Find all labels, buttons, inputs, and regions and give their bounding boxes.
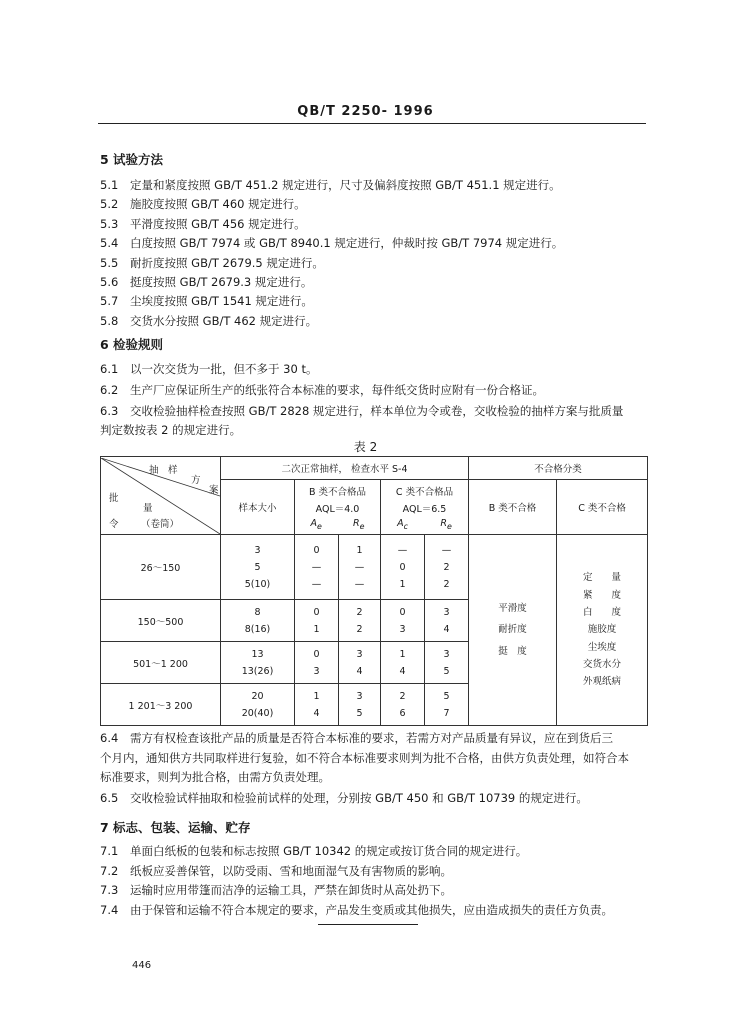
b-reject-number: 2 xyxy=(356,606,363,618)
clause-7-1: 7.1 单面白纸板的包装和标志按照 GB/T 10342 的规定或按订货合同的规定进行。 xyxy=(100,844,528,858)
c-class-item: 定 量 xyxy=(583,572,622,584)
lot-size: 501～1 200 xyxy=(133,658,188,670)
c-reject-number: 3 xyxy=(443,648,450,660)
clause-5-5: 5.5 耐折度按照 GB/T 2679.5 规定进行。 xyxy=(100,255,324,270)
clause-7-2: 7.2 纸板应妥善保管，以防受雨、雪和地面湿气及有害物质的影响。 xyxy=(100,863,452,878)
sample-size-cell xyxy=(221,535,295,600)
c-reject-cell xyxy=(425,535,469,600)
clause-7-4: 7.4 由于保管和运输不符合本规定的要求，产品发生变质或其他损失，应由造成损失的责任方负责。 xyxy=(100,902,613,917)
b-class-item: 挺 度 xyxy=(498,645,527,657)
b-reject-cell xyxy=(339,535,381,600)
b-reject-number: 4 xyxy=(356,665,363,677)
b-reject-label: $R_e$ xyxy=(352,517,365,531)
sample-size: 20(40) xyxy=(241,707,274,719)
sample-size: 8(16) xyxy=(244,623,271,635)
diag-label-left-1: 批 xyxy=(109,492,119,504)
col-b-header: B 类不合格品 AQL＝4.0 $A_e$ $R_e$ xyxy=(295,480,381,535)
section-7-title: 7 标志、包装、运输、贮存 xyxy=(100,820,251,835)
sample-size: 3 xyxy=(254,544,261,556)
diagonal-header-cell xyxy=(101,457,221,535)
sample-size: 13 xyxy=(251,648,264,660)
b-accept-label: $A_e$ xyxy=(310,517,322,531)
c-class-item: 白 度 xyxy=(583,606,622,618)
c-reject-number: 2 xyxy=(443,578,450,590)
c-class-item: 交货水分 xyxy=(583,659,622,671)
clause-5-2: 5.2 施胶度按照 GB/T 460 规定进行。 xyxy=(100,197,306,212)
b-accept-number: 4 xyxy=(313,707,320,719)
c-accept-number: 0 xyxy=(399,561,406,573)
c-accept-number: 4 xyxy=(399,665,406,677)
sample-size: 5(10) xyxy=(244,578,271,590)
col-sample-size: 样本大小 xyxy=(221,480,295,535)
clause-6-5: 6.5 交收检验试样抽取和检验前试样的处理，分别按 GB/T 450 和 GB/T 10739 的规定进行。 xyxy=(100,791,588,805)
c-reject-number: 7 xyxy=(443,707,450,719)
sample-size: 20 xyxy=(251,690,264,702)
clause-5-8: 5.8 交货水分按照 GB/T 462 规定进行。 xyxy=(100,313,318,328)
page-number: 446 xyxy=(132,960,152,971)
b-reject-number: 3 xyxy=(356,648,363,660)
c-accept-label: $A_c$ xyxy=(397,517,409,531)
c-class-items-cell xyxy=(557,535,648,726)
section-5-title: 5 试验方法 xyxy=(100,152,164,167)
c-accept-cell xyxy=(381,535,425,600)
clause-7-3: 7.3 运输时应用带篷而洁净的运输工具，严禁在卸货时从高处扔下。 xyxy=(100,883,452,898)
clause-6-1: 6.1 以一次交货为一批，但不多于 30 t。 xyxy=(100,362,318,376)
clause-5-1: 5.1 定量和紧度按照 GB/T 451.2 规定进行，尺寸及偏斜度按照 GB/T 451.1 规定进行。 xyxy=(100,178,561,192)
c-accept-number: 3 xyxy=(399,623,406,635)
c-class-item: 施胶度 xyxy=(587,624,617,636)
clause-6-2: 6.2 生产厂应保证所生产的纸张符合本标准的要求，每件纸交货时应附有一份合格证。 xyxy=(100,383,544,397)
c-accept-number: 2 xyxy=(399,690,406,702)
table-row xyxy=(101,535,648,600)
col-c-class: C 类不合格 xyxy=(557,480,648,535)
c-reject-number: — xyxy=(441,544,452,556)
sampling-table xyxy=(100,456,648,726)
c-accept-cell xyxy=(381,642,425,684)
c-reject-number: 5 xyxy=(443,690,450,702)
section-6-title: 6 检验规则 xyxy=(100,337,164,352)
b-accept-cell xyxy=(295,684,339,726)
c-reject-number: 3 xyxy=(443,606,450,618)
c-accept-number: 1 xyxy=(399,578,406,590)
c-reject-label: $R_e$ xyxy=(440,517,452,531)
clause-6-4-cont-2: 标准要求，则判为批合格，由需方负责处理。 xyxy=(100,770,330,784)
b-accept-number: 0 xyxy=(313,606,320,618)
table-caption: 表 2 xyxy=(353,440,378,454)
clause-6-3-cont: 判定数按表 2 的规定进行。 xyxy=(100,423,242,437)
b-reject-number: — xyxy=(354,578,365,590)
col-c-header: C 类不合格品 AQL＝6.5 $A_c$ $R_e$ xyxy=(381,480,469,535)
b-class-item: 平滑度 xyxy=(498,602,527,614)
b-accept-number: — xyxy=(311,561,322,573)
b-accept-number: 1 xyxy=(313,623,320,635)
b-accept-cell xyxy=(295,600,339,642)
c-accept-number: 6 xyxy=(399,707,406,719)
c-accept-number: 1 xyxy=(399,648,406,660)
b-accept-number: 0 xyxy=(313,544,320,556)
clause-5-4: 5.4 白度按照 GB/T 7974 或 GB/T 8940.1 规定进行，仲裁时按 GB/T 7974 规定进行。 xyxy=(100,236,564,251)
sample-size: 5 xyxy=(254,561,261,573)
b-accept-cell xyxy=(295,642,339,684)
end-rule xyxy=(318,924,418,925)
clause-6-4: 6.4 需方有权检查该批产品的质量是否符合本标准的要求，若需方对产品质量有异议，应在到货后三 xyxy=(100,731,613,745)
c-reject-number: 2 xyxy=(443,561,450,573)
b-reject-number: 1 xyxy=(356,544,363,556)
clause-5-6: 5.6 挺度按照 GB/T 2679.3 规定进行。 xyxy=(100,275,313,289)
sample-size-cell xyxy=(221,684,295,726)
sample-size: 8 xyxy=(254,606,261,618)
b-accept-cell xyxy=(295,535,339,600)
clause-6-4-cont-1: 个月内，通知供方共同取样进行复验，如不符合本标准要求则判为批不合格，由供方负责处理，如符合本 xyxy=(100,751,629,765)
b-reject-number: — xyxy=(354,561,365,573)
c-reject-number: 5 xyxy=(443,665,450,677)
lot-size: 1 201～3 200 xyxy=(128,700,193,712)
sample-size: 13(26) xyxy=(241,665,274,677)
lot-size-cell xyxy=(101,600,221,642)
clause-5-3: 5.3 平滑度按照 GB/T 456 规定进行。 xyxy=(100,216,306,231)
b-reject-number: 2 xyxy=(356,623,363,635)
b-accept-number: 1 xyxy=(313,690,320,702)
b-reject-cell xyxy=(339,684,381,726)
diag-label-left-2: 量 xyxy=(143,502,153,514)
lot-size: 26～150 xyxy=(140,563,181,574)
c-reject-number: 4 xyxy=(443,623,450,635)
c-class-item: 紧 度 xyxy=(583,589,622,601)
diag-label-top-3: 案 xyxy=(209,484,219,496)
b-reject-cell xyxy=(339,642,381,684)
c-accept-number: — xyxy=(397,544,408,556)
b-reject-cell xyxy=(339,600,381,642)
document-header: QB/T 2250- 1996 xyxy=(297,104,434,119)
diag-label-bottom-2: （卷筒） xyxy=(141,518,180,530)
sample-size-cell xyxy=(221,600,295,642)
lot-size-cell xyxy=(101,535,221,600)
c-accept-cell xyxy=(381,684,425,726)
b-class-items-cell xyxy=(469,535,557,726)
clause-6-3: 6.3 交收检验抽样检查按照 GB/T 2828 规定进行，样本单位为令或卷，交收检验的抽样方案与批质量 xyxy=(100,404,624,418)
c-accept-number: 0 xyxy=(399,606,406,618)
b-reject-number: 3 xyxy=(356,690,363,702)
b-accept-number: — xyxy=(311,578,322,590)
nonconform-header: 不合格分类 xyxy=(469,457,648,480)
diag-label-top-1: 抽 样 xyxy=(149,464,178,476)
c-reject-cell xyxy=(425,600,469,642)
header-rule xyxy=(98,123,646,124)
c-class-item: 尘埃度 xyxy=(587,641,617,653)
lot-size-cell xyxy=(101,684,221,726)
clause-5-7: 5.7 尘埃度按照 GB/T 1541 规定进行。 xyxy=(100,294,313,309)
lot-size-cell xyxy=(101,642,221,684)
c-reject-cell xyxy=(425,642,469,684)
c-accept-cell xyxy=(381,600,425,642)
diag-label-top-2: 方 xyxy=(191,474,201,486)
col-b-class: B 类不合格 xyxy=(469,480,557,535)
diag-label-bottom-1: 令 xyxy=(109,518,119,530)
lot-size: 150～500 xyxy=(137,616,184,628)
b-accept-number: 3 xyxy=(313,665,320,677)
c-reject-cell xyxy=(425,684,469,726)
b-accept-number: 0 xyxy=(313,648,320,660)
c-class-item: 外观纸病 xyxy=(583,676,622,688)
b-class-item: 耐折度 xyxy=(498,624,527,636)
b-reject-number: 5 xyxy=(356,707,363,719)
sample-size-cell xyxy=(221,642,295,684)
group-header: 二次正常抽样， 检查水平 S-4 xyxy=(221,457,469,480)
